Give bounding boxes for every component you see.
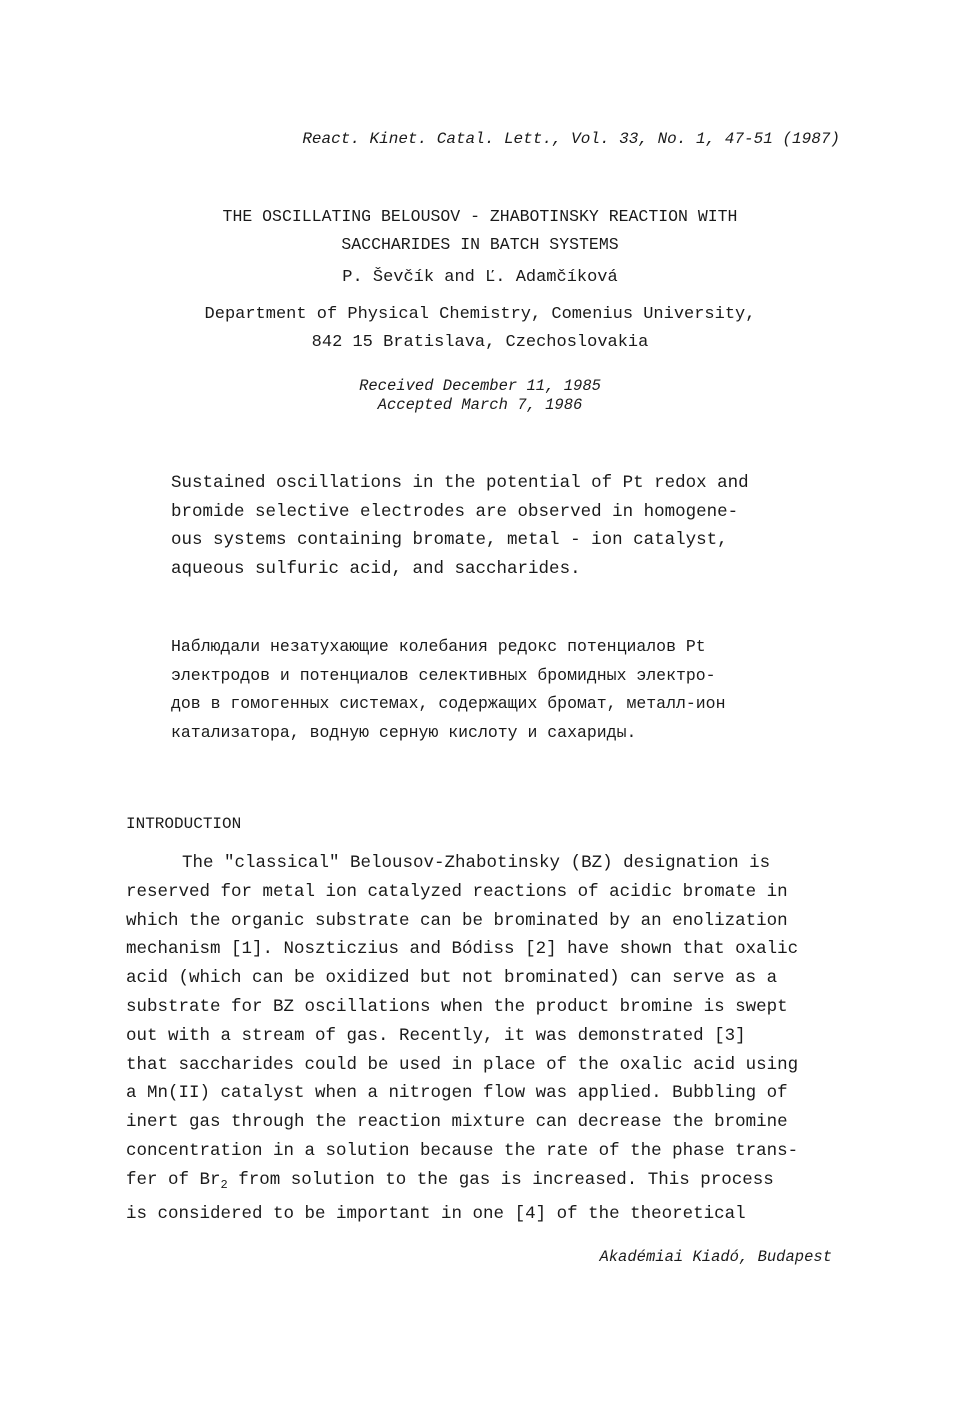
intro-line: mechanism [1]. Noszticzius and Bódiss [2] have shown that oxalic [126, 939, 799, 960]
intro-line: which the organic substrate can be brominated by an enolization [126, 910, 788, 931]
accepted-date: Accepted March 7, 1986 [377, 396, 583, 414]
intro-text: fer of Br [126, 1169, 221, 1190]
title-line-2: SACCHARIDES IN BATCH SYSTEMS [341, 235, 619, 254]
subscript-2: 2 [220, 1177, 228, 1192]
abstract-ru-line: электродов и потенциалов селективных бромидных электро- [171, 665, 716, 685]
abstract-line: Sustained oscillations in the potential of Pt redox and [171, 473, 749, 493]
intro-line: inert gas through the reaction mixture can decrease the bromine [126, 1112, 788, 1133]
submission-dates [0, 377, 960, 415]
abstract-ru-line: катализатора, водную серную кислоту и сахариды. [171, 722, 637, 742]
intro-text: from solution to the gas is increased. This process [227, 1169, 774, 1190]
introduction-body [126, 849, 798, 1228]
intro-line: substrate for BZ oscillations when the product bromine is swept [126, 996, 788, 1017]
intro-line-with-subscript [126, 1166, 798, 1200]
abstract-ru-line: дов в гомогенных системах, содержащих бромат, металл-ион [171, 694, 726, 713]
intro-line: acid (which can be oxidized but not brominated) can serve as a [126, 968, 778, 989]
received-date: Received December 11, 1985 [359, 377, 601, 395]
intro-line: reserved for metal ion catalyzed reactions of acidic bromate in [126, 881, 788, 902]
abstract-russian [171, 633, 726, 747]
paper-title [0, 203, 960, 259]
authors: P. Ševčík and Ľ. Adamčíková [342, 268, 618, 287]
publisher-footer: Akadémiai Kiadó, Budapest [599, 1248, 832, 1266]
intro-line: concentration in a solution because the rate of the phase trans- [126, 1140, 799, 1161]
abstract-english [171, 469, 749, 583]
intro-line: out with a stream of gas. Recently, it was demonstrated [3] [126, 1025, 746, 1046]
affiliation-line-2: 842 15 Bratislava, Czechoslovakia [311, 333, 649, 352]
section-heading-introduction: INTRODUCTION [126, 815, 242, 833]
title-line-1: THE OSCILLATING BELOUSOV - ZHABOTINSKY REACTION WITH [222, 207, 738, 226]
intro-line: The "classical" Belousov-Zhabotinsky (BZ) designation is [182, 853, 771, 873]
journal-reference: React. Kinet. Catal. Lett., Vol. 33, No. 1, 47-51 (1987) [302, 130, 840, 148]
affiliation-line-1: Department of Physical Chemistry, Comenius University, [204, 305, 756, 324]
abstract-line: ous systems containing bromate, metal - ion catalyst, [171, 530, 728, 550]
abstract-line: aqueous sulfuric acid, and saccharides. [171, 558, 581, 579]
abstract-line: bromide selective electrodes are observed in homogene- [171, 501, 739, 522]
intro-line: that saccharides could be used in place of the oxalic acid using [126, 1054, 799, 1075]
intro-line: a Mn(II) catalyst when a nitrogen flow was applied. Bubbling of [126, 1083, 788, 1104]
abstract-ru-line: Наблюдали незатухающие колебания редокс потенциалов Pt [171, 637, 706, 656]
affiliation [0, 301, 960, 357]
intro-line: is considered to be important in one [4] of the theoretical [126, 1203, 746, 1224]
